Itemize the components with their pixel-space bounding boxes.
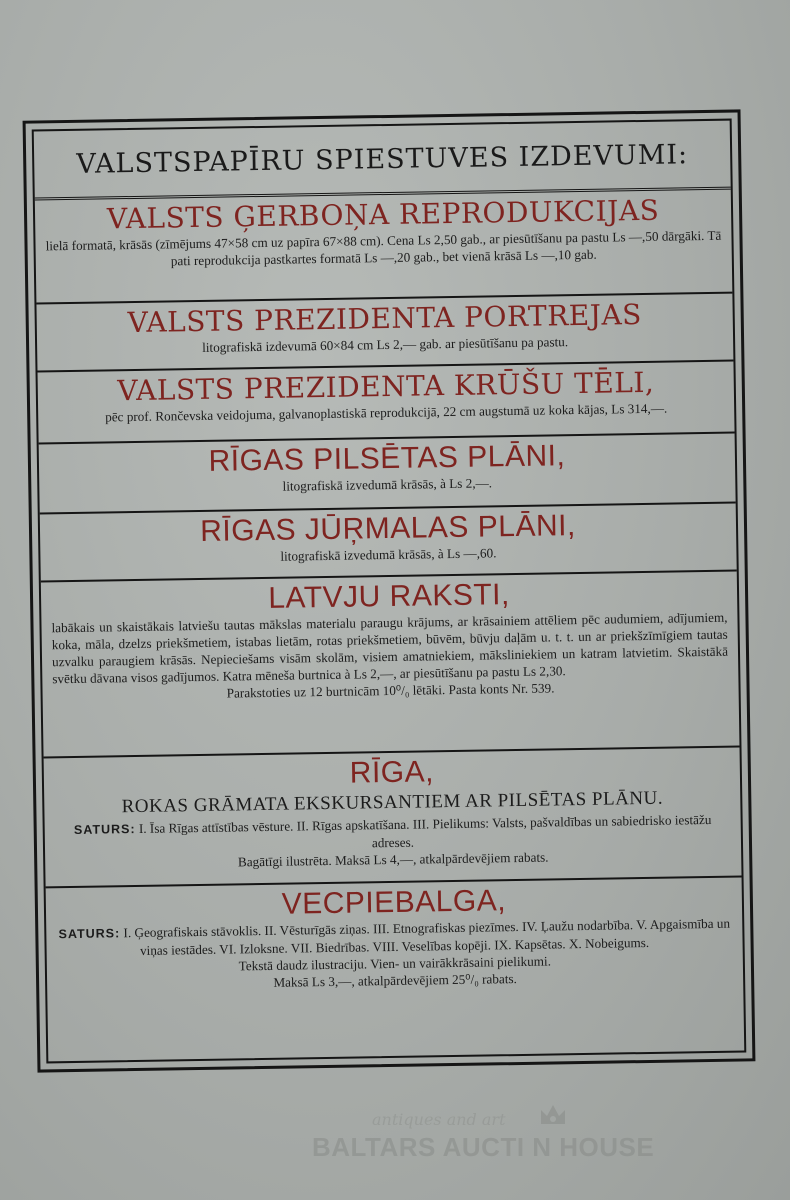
crown-icon: [538, 1102, 568, 1128]
section-text: I. Īsa Rīgas attīstības vēsture. II. Rīgas apskatīšana. III. Pielikums: Valsts, pašvaldības un sabiedrisko iestāžu adreses.: [138, 811, 712, 851]
section-title: VECPIEBALGA,: [281, 884, 507, 921]
section-text: pēc prof. Rončevska veidojuma, galvanoplastiskā reprodukcijā, 22 cm augstumā uz koka kājas, Ls 314,—.: [105, 400, 668, 425]
section-text-subscription: Parakstoties uz 12 burtnicām 10⁰/₀ lētāki. Pasta konts Nr. 539.: [226, 680, 555, 701]
section-vecpiebalga: [46, 877, 744, 1030]
section-riga-guidebook: [44, 748, 742, 889]
section-title: VALSTS PREZIDENTA PORTREJAS: [127, 297, 643, 340]
section-text: labākais un skaistākais latviešu tautas mākslas materialu paraugu krājums, ar krāsainiem attēliem pēc audumiem, adījumiem, koka, māla, dzelzs priekšmetiem, istabas lietām, rotas priekšmetiem, būvēm, būvju daļām u. t. t. un ar priekšzīmīgiem tautas uzvalku paraugiem krāsās. Nepieciešams visām skolām, visiem amatniekiem, māksliniekiem un katram latvietim. Skaistākā svētku dāvana visos gadījumos. Katra mēneša burtnica à Ls 2,—, ar piesūtīšanu pa pastu Ls 2,30.: [51, 609, 729, 687]
contents-label: SATURS:: [73, 822, 136, 837]
section-title: VALSTS PREZIDENTA KRŪŠU TĒLI,: [117, 365, 655, 408]
section-illustrations-note: Tekstā daudz ilustraciju. Vien- un vairākkrāsaini pielikumi.: [238, 953, 552, 974]
section-riga-city-plans: [39, 434, 736, 515]
section-subtitle: ROKAS GRĀMATA EKSKURSANTIEM AR PILSĒTAS PLĀNU.: [121, 787, 664, 818]
page-header: VALSTSPAPĪRU SPIESTUVES IZDEVUMI:: [34, 121, 731, 201]
section-president-portraits: [36, 294, 733, 373]
watermark-tagline: antiques and art: [372, 1110, 506, 1129]
section-text: I. Ģeografiskais stāvoklis. II. Vēsturīgās ziņas. III. Etnografiskas piezīmes. IV. Ļaužu nodarbība. V. Apgaismība un viņas iestādes. VI. Izloksne. VII. Biedrības. VIII. Veselības kopēji. IX. Kapsētas. X. Nobeigums.: [123, 915, 731, 958]
section-title: RĪGA,: [349, 755, 435, 790]
watermark-name: BALTARS AUCTI N HOUSE: [312, 1132, 655, 1162]
contents-label: SATURS:: [58, 926, 121, 942]
section-text: lielā formatā, krāsās (zīmējums 47×58 cm uz papīra 67×88 cm). Cena Ls 2,50 gab., ar piesūtīšanu pa pastu Ls —,50 dārgāki. Tā pati reprodukcija pastkartes formatā Ls —,20 gab., bet vienā krāsā Ls —,10 gab.: [45, 227, 722, 269]
section-text: litografiskā izvedumā krāsās, à Ls —,60.: [280, 545, 497, 564]
section-title: RĪGAS PILSĒTAS PLĀNI,: [208, 439, 566, 478]
section-title: RĪGAS JŪŖMALAS PLĀNI,: [199, 509, 577, 548]
section-price: Bagātīgi ilustrēta. Maksā Ls 4,—, atkalpārdevējiem rabats.: [237, 849, 549, 870]
section-text: litografiskā izdevumā 60×84 cm Ls 2,— gab. ar piesūtīšanu pa pastu.: [202, 334, 569, 355]
section-latvju-raksti: [41, 572, 740, 759]
section-title: LATVJU RAKSTI,: [268, 578, 511, 615]
section-jurmala-plans: [40, 504, 737, 583]
advertisement-inner-frame: [32, 119, 747, 1064]
section-title: VALSTS ĢERBOŅA REPRODUKCIJAS: [106, 193, 660, 236]
section-coat-of-arms: [35, 190, 733, 305]
section-text: litografiskā izvedumā krāsās, à Ls 2,—.: [282, 475, 493, 494]
auction-house-watermark: [312, 1110, 712, 1170]
advertisement-frame: [23, 109, 756, 1072]
section-price: Maksā Ls 3,—, atkalpārdevējiem 25⁰/₀ rabats.: [273, 971, 517, 990]
section-president-busts: [38, 362, 735, 445]
